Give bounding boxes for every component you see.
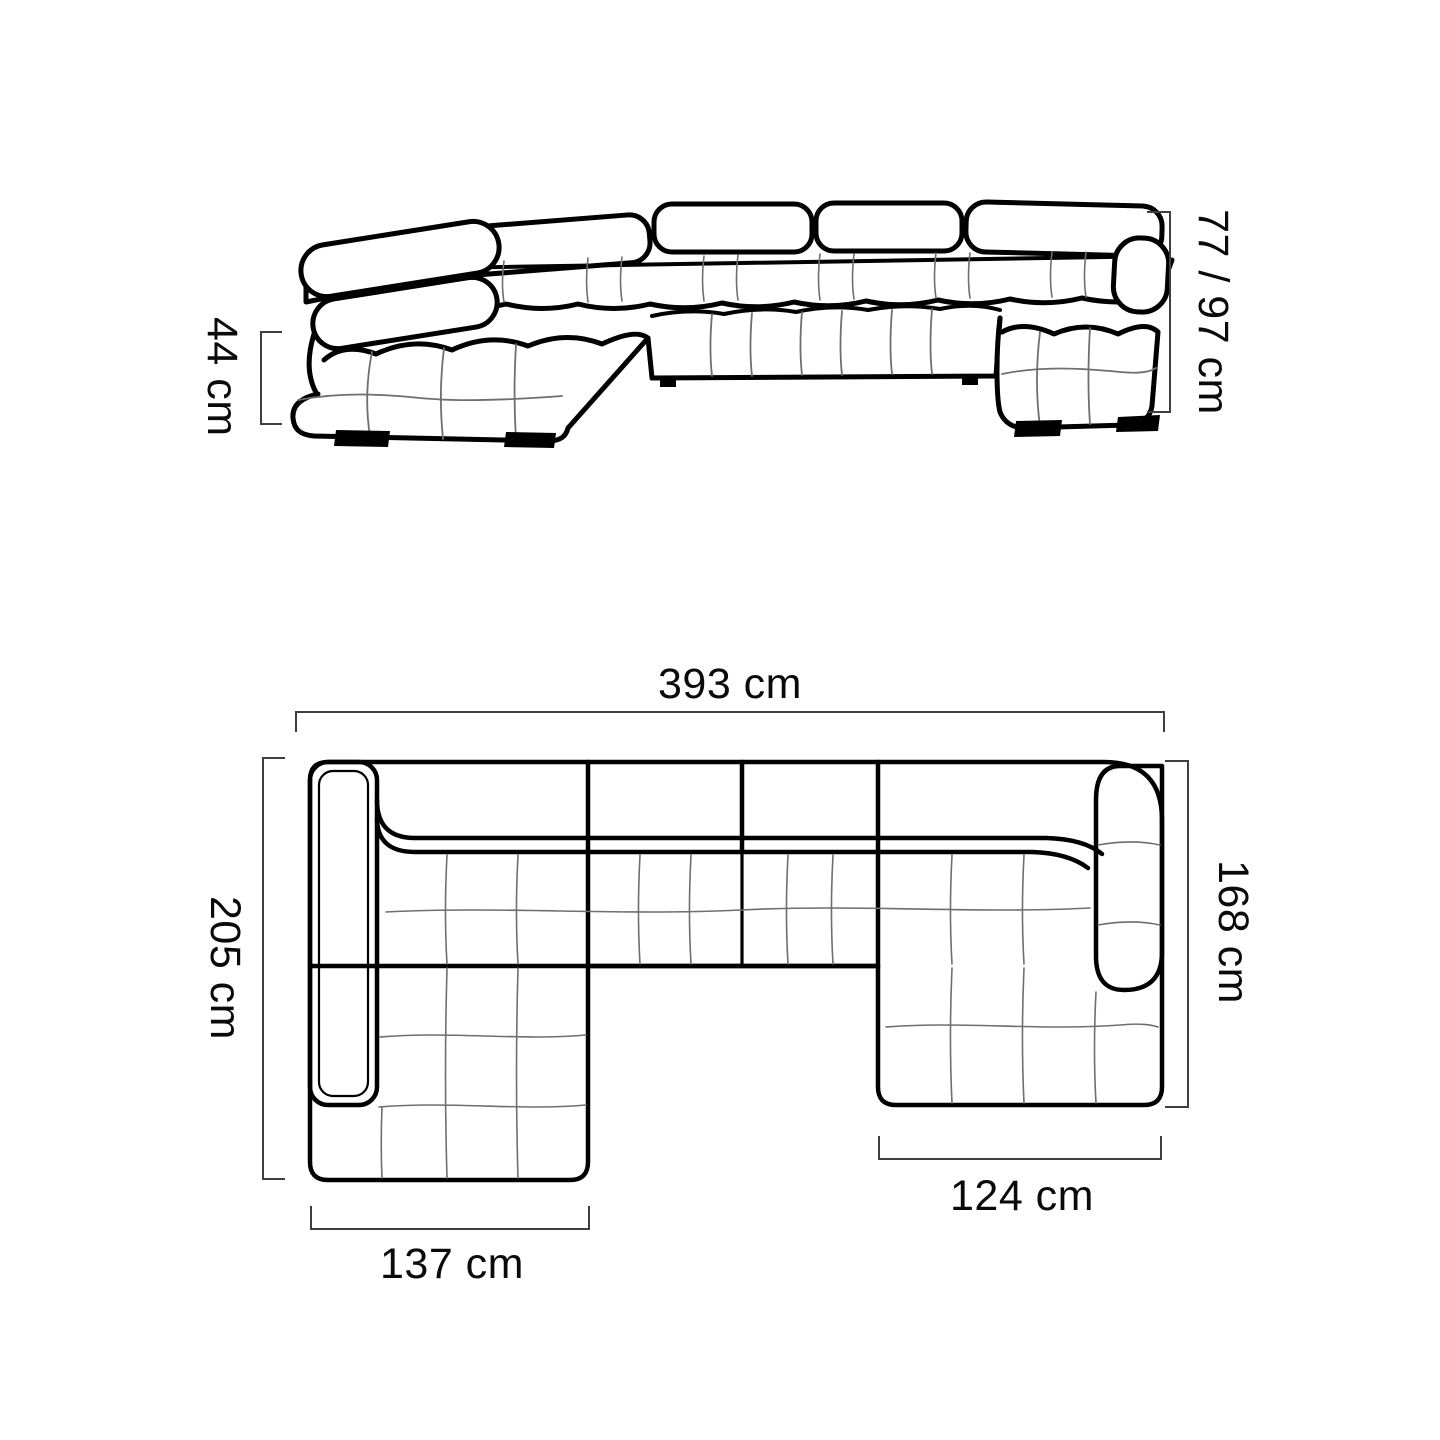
dimension-label-left-depth: 205 cm bbox=[201, 895, 249, 1040]
bracket-right-depth bbox=[1165, 761, 1188, 1107]
headrest-cushion bbox=[654, 204, 812, 252]
sofa-foot bbox=[1014, 420, 1062, 437]
dimension-label-total-width: 393 cm bbox=[657, 660, 802, 708]
sofa-foot bbox=[962, 375, 978, 385]
dimension-label-seat-height: 44 cm bbox=[198, 317, 246, 437]
bracket-left-chaise-width bbox=[311, 1206, 589, 1229]
sofa-side-view-drawing bbox=[293, 201, 1172, 448]
headrest-cushion bbox=[816, 203, 962, 251]
right-armrest-plan bbox=[1096, 766, 1162, 990]
bracket-right-chaise-width bbox=[879, 1136, 1161, 1159]
dimension-label-right-depth: 168 cm bbox=[1209, 859, 1257, 1004]
armrest-cushion bbox=[1112, 237, 1170, 314]
bracket-total-width bbox=[296, 712, 1164, 732]
sofa-plan-outline bbox=[310, 762, 1162, 1180]
bracket-left-depth bbox=[263, 758, 285, 1179]
dimension-label-right-chaise-width: 124 cm bbox=[949, 1172, 1094, 1220]
sofa-foot bbox=[504, 432, 556, 448]
dimension-label-back-height: 77 / 97 cm bbox=[1189, 209, 1237, 415]
sofa-foot bbox=[1116, 415, 1160, 432]
sofa-top-view-drawing bbox=[310, 762, 1162, 1180]
sofa-foot bbox=[334, 430, 390, 447]
sofa-foot bbox=[660, 377, 676, 387]
dimension-label-left-chaise-width: 137 cm bbox=[379, 1240, 524, 1288]
bracket-seat-height bbox=[261, 332, 282, 424]
